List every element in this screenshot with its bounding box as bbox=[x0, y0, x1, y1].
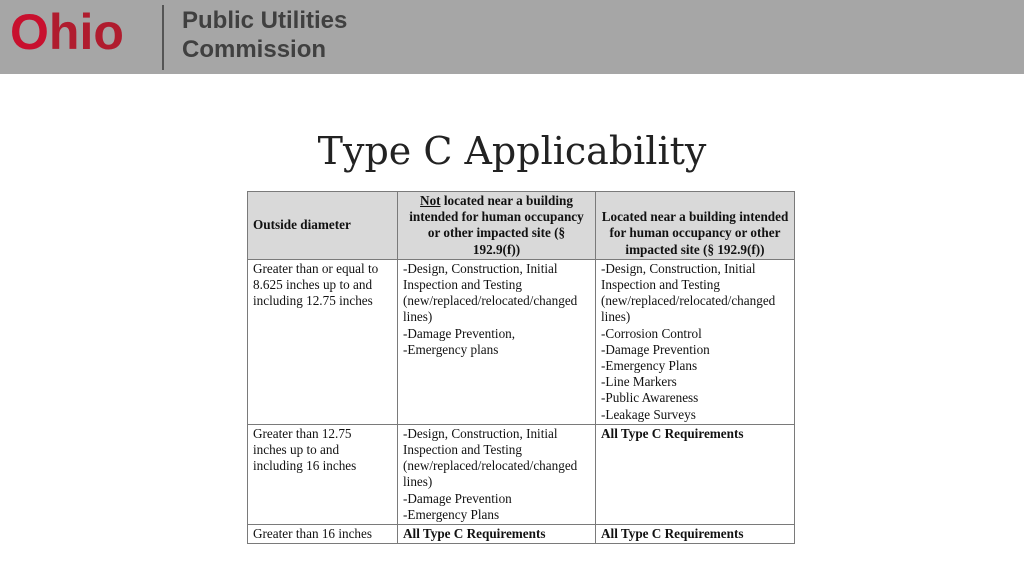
cell-line: -Emergency Plans bbox=[601, 358, 698, 374]
cell-line: -Damage Prevention bbox=[601, 341, 710, 357]
cell-line: lines) bbox=[403, 309, 433, 325]
table-row bbox=[248, 525, 795, 544]
applicability-table bbox=[247, 191, 795, 544]
cell-line: -Damage Prevention bbox=[403, 490, 512, 506]
cell-line: including 16 inches bbox=[253, 458, 357, 474]
header-not-near-text: located near a building intended for human occupancy or other impacted site (§ 192.9(f)) bbox=[409, 193, 584, 257]
header-not-underlined: Not bbox=[420, 193, 441, 208]
cell-line: Inspection and Testing bbox=[403, 277, 522, 293]
cell-line: lines) bbox=[403, 474, 433, 490]
cell-line: -Emergency plans bbox=[403, 341, 499, 357]
cell-line: Greater than 12.75 bbox=[253, 425, 352, 441]
cell-near-building bbox=[596, 525, 795, 544]
cell-line: -Design, Construction, Initial bbox=[601, 260, 756, 276]
cell-outside-diameter bbox=[248, 259, 398, 424]
cell-not-near-building bbox=[398, 259, 596, 424]
cell-outside-diameter bbox=[248, 424, 398, 524]
cell-line: (new/replaced/relocated/changed bbox=[403, 293, 578, 309]
cell-line: -Public Awareness bbox=[601, 390, 699, 406]
cell-line: -Corrosion Control bbox=[601, 325, 702, 341]
cell-not-near-building bbox=[398, 525, 596, 544]
table-body bbox=[248, 259, 795, 543]
header-outside-diameter: Outside diameter bbox=[248, 192, 398, 260]
cell-line: lines) bbox=[601, 309, 631, 325]
header-near-building: Located near a building intended for human occupancy or other impacted site (§ 192.9(f)) bbox=[596, 192, 795, 260]
cell-line: -Leakage Surveys bbox=[601, 406, 696, 422]
cell-near-building bbox=[596, 424, 795, 524]
cell-line: (new/replaced/relocated/changed bbox=[601, 293, 776, 309]
logo-divider bbox=[162, 5, 164, 70]
cell-line: 8.625 inches up to and bbox=[253, 277, 373, 293]
cell-line: inches up to and bbox=[253, 442, 340, 458]
ohio-logo bbox=[10, 2, 124, 62]
organization-name bbox=[182, 6, 347, 64]
cell-outside-diameter bbox=[248, 525, 398, 544]
cell-not-near-building bbox=[398, 424, 596, 524]
slide-title: Type C Applicability bbox=[317, 129, 707, 173]
cell-line: (new/replaced/relocated/changed bbox=[403, 458, 578, 474]
table-row bbox=[248, 259, 795, 424]
cell-line: Inspection and Testing bbox=[601, 277, 720, 293]
table-row bbox=[248, 424, 795, 524]
table-header-row bbox=[248, 192, 795, 260]
cell-line: Inspection and Testing bbox=[403, 442, 522, 458]
cell-line: Greater than 16 inches bbox=[253, 526, 373, 542]
cell-line: All Type C Requirements bbox=[601, 526, 744, 542]
cell-line: -Design, Construction, Initial bbox=[403, 260, 558, 276]
org-line-2: Commission bbox=[182, 36, 327, 63]
cell-line: -Design, Construction, Initial bbox=[403, 425, 558, 441]
cell-line: All Type C Requirements bbox=[403, 526, 546, 542]
logo-letter-o: O bbox=[10, 4, 49, 60]
cell-line: Greater than or equal to bbox=[253, 260, 379, 276]
header-not-near-building bbox=[398, 192, 596, 260]
cell-near-building bbox=[596, 259, 795, 424]
logo-letters: hio bbox=[48, 4, 124, 60]
header-bar bbox=[0, 0, 1024, 74]
cell-line: including 12.75 inches bbox=[253, 293, 373, 309]
org-line-1: Public Utilities bbox=[182, 7, 348, 34]
cell-line: -Line Markers bbox=[601, 374, 677, 390]
cell-line: All Type C Requirements bbox=[601, 425, 744, 441]
cell-line: -Emergency Plans bbox=[403, 506, 500, 522]
cell-line: -Damage Prevention, bbox=[403, 325, 516, 341]
